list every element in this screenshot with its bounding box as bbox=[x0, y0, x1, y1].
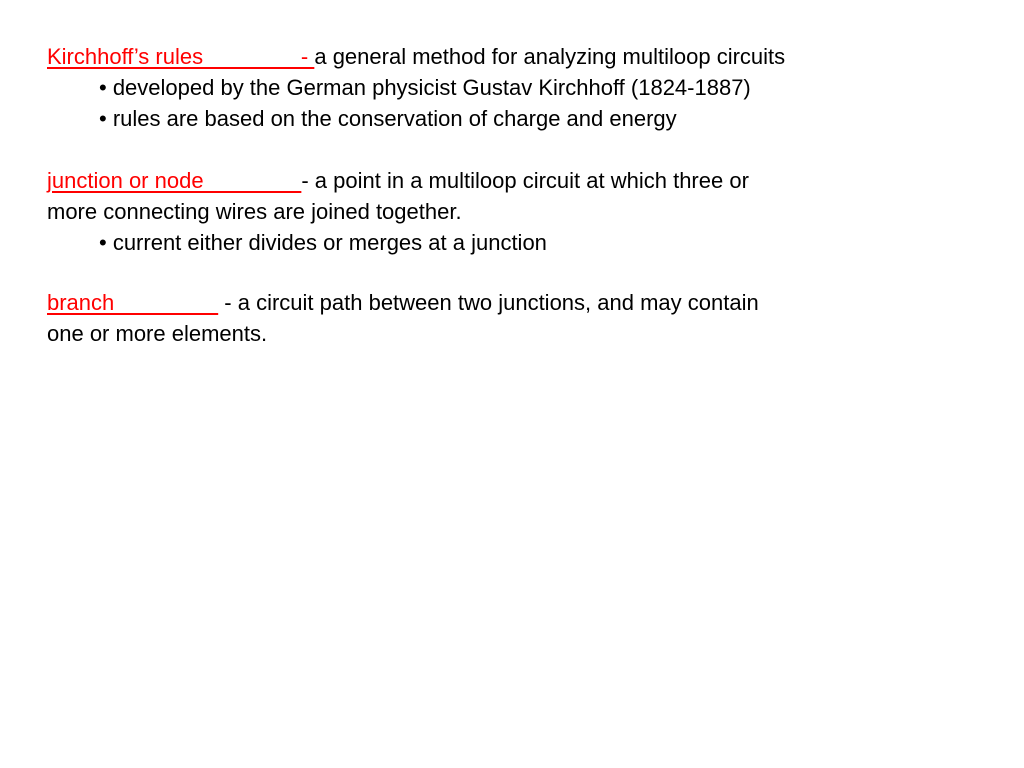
junction-definition-part1: - a point in a multiloop circuit at which three or bbox=[301, 168, 749, 193]
branch-definition-part2: one or more elements. bbox=[47, 321, 268, 346]
branch-definition-line bbox=[47, 287, 987, 318]
kirchhoffs-rules-definition-line bbox=[47, 41, 987, 72]
junction-bullet-current: • current either divides or merges at a junction bbox=[99, 230, 547, 255]
branch-definition-part1: - a circuit path between two junctions, and may contain bbox=[218, 290, 759, 315]
junction-definition-line bbox=[47, 165, 987, 196]
kirchhoffs-rules-definition: a general method for analyzing multiloop circuits bbox=[314, 44, 786, 69]
kirchhoffs-rules-section bbox=[47, 41, 987, 134]
branch-term: branch bbox=[47, 290, 219, 315]
junction-section bbox=[47, 165, 987, 258]
branch-section bbox=[47, 287, 987, 349]
junction-definition-part2: more connecting wires are joined together. bbox=[47, 199, 462, 224]
kirchhoff-bullet-developer: • developed by the German physicist Gustav Kirchhoff (1824-1887) bbox=[99, 75, 751, 100]
kirchhoff-bullet-conservation: • rules are based on the conservation of charge and energy bbox=[99, 106, 677, 131]
kirchhoffs-rules-term: Kirchhoff’s rules - bbox=[47, 44, 315, 69]
junction-term: junction or node bbox=[47, 168, 302, 193]
